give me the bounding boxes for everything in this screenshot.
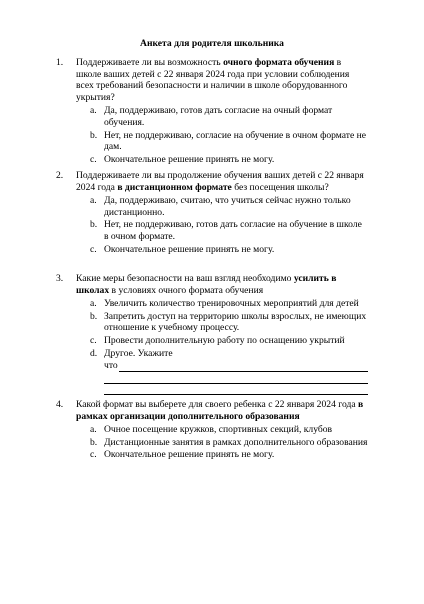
question-number: 4.: [56, 399, 64, 410]
option-text: Окончательное решение принять не могу.: [104, 243, 275, 255]
option-text: Другое. Укажите: [104, 347, 173, 359]
question-text-part: Какие меры безопасности на ваш взгляд необходимо: [76, 273, 294, 284]
option-letter: c.: [90, 243, 97, 255]
option-text: Окончательное решение принять не могу.: [104, 153, 275, 165]
question-1: [56, 57, 368, 166]
other-prefix: что: [104, 360, 118, 372]
option-letter: b.: [90, 219, 98, 231]
options-list: [90, 105, 368, 165]
option-letter: a.: [90, 298, 97, 310]
option-b[interactable]: [90, 311, 368, 334]
question-text-part: Поддерживаете ли вы возможность: [76, 57, 224, 68]
blank-line[interactable]: [119, 362, 368, 372]
option-text: Провести дополнительную работу по оснащению укрытий: [104, 334, 345, 346]
question-4: [56, 399, 368, 462]
question-text-part: в школе ваших детей с 22 января 2024 года при условии соблюдения всех требований безопасности и наличии в школе оборудованного укрытия?: [76, 57, 350, 103]
option-letter: b.: [90, 436, 98, 448]
question-3: [56, 273, 368, 396]
option-text: Нет, не поддерживаю, согласие на обучение в очном формате не дам.: [104, 129, 367, 153]
question-text-bold: в дистанционном формате: [117, 181, 232, 193]
option-text: Увеличить количество тренировочных мероприятий для детей: [104, 298, 359, 310]
option-text: Окончательное решение принять не могу.: [104, 449, 275, 461]
question-text: [76, 273, 368, 296]
question-text-bold: в рамках организации дополнительного образования: [76, 399, 364, 422]
option-letter: a.: [90, 195, 97, 207]
question-number: 2.: [56, 170, 64, 181]
option-text: Нет, не поддерживаю, готов дать согласие на обучение в школе в очном формате.: [104, 219, 362, 242]
question-number: 1.: [56, 57, 64, 68]
question-number: 3.: [56, 273, 64, 284]
question-text-bold: усилить в школах: [76, 273, 337, 296]
option-b[interactable]: [90, 130, 368, 153]
option-text: Очное посещение кружков, спортивных секций, клубов: [104, 424, 333, 436]
options-list: [90, 298, 368, 395]
option-a[interactable]: [90, 195, 368, 218]
option-letter: b.: [90, 129, 98, 141]
options-list: [90, 195, 368, 255]
option-d[interactable]: [90, 348, 368, 360]
option-c[interactable]: [90, 154, 368, 166]
option-a[interactable]: [90, 105, 368, 128]
question-text-part: Поддерживаете ли вы продолжение обучения ваших детей с 22 января 2024 года: [76, 170, 364, 193]
option-c[interactable]: [90, 244, 368, 256]
option-b[interactable]: [90, 219, 368, 242]
option-a[interactable]: [90, 298, 368, 310]
option-letter: c.: [90, 334, 97, 346]
question-text-bold: очного формата обучения: [223, 57, 335, 68]
option-text: Да, поддерживаю, считаю, что учиться сейчас нужно только дистанционно.: [104, 195, 351, 218]
option-letter: a.: [90, 424, 97, 436]
other-answer-line-2[interactable]: [104, 373, 368, 384]
question-text: [76, 170, 368, 193]
option-letter: b.: [90, 310, 98, 322]
other-answer-line-3[interactable]: [104, 384, 368, 395]
other-answer-line-1[interactable]: [104, 360, 368, 372]
option-c[interactable]: [90, 449, 368, 461]
option-text: Дистанционные занятия в рамках дополнительного образования: [104, 436, 368, 448]
question-text-part: без посещения школы?: [231, 181, 329, 193]
question-text: [76, 57, 368, 103]
option-text: Запретить доступ на территорию школы взрослых, не имеющих отношение к учебному процессу.: [104, 310, 367, 334]
option-letter: c.: [90, 153, 97, 165]
option-a[interactable]: [90, 424, 368, 436]
options-list: [90, 424, 368, 461]
page-title: Анкета для родителя школьника: [140, 38, 284, 49]
question-text-part: в условиях очного формата обучения: [109, 284, 264, 296]
question-text-part: Какой формат вы выберете для своего ребенка с 22 января 2024 года: [76, 399, 359, 410]
other-answer-field[interactable]: [90, 360, 368, 395]
option-letter: c.: [90, 449, 97, 461]
option-text: Да, поддерживаю, готов дать согласие на очный формат обучения.: [104, 105, 333, 128]
question-text: [76, 399, 368, 422]
option-letter: a.: [90, 105, 97, 117]
option-letter: d.: [90, 347, 98, 359]
option-c[interactable]: [90, 335, 368, 347]
option-b[interactable]: [90, 437, 368, 449]
question-2: [56, 170, 368, 256]
